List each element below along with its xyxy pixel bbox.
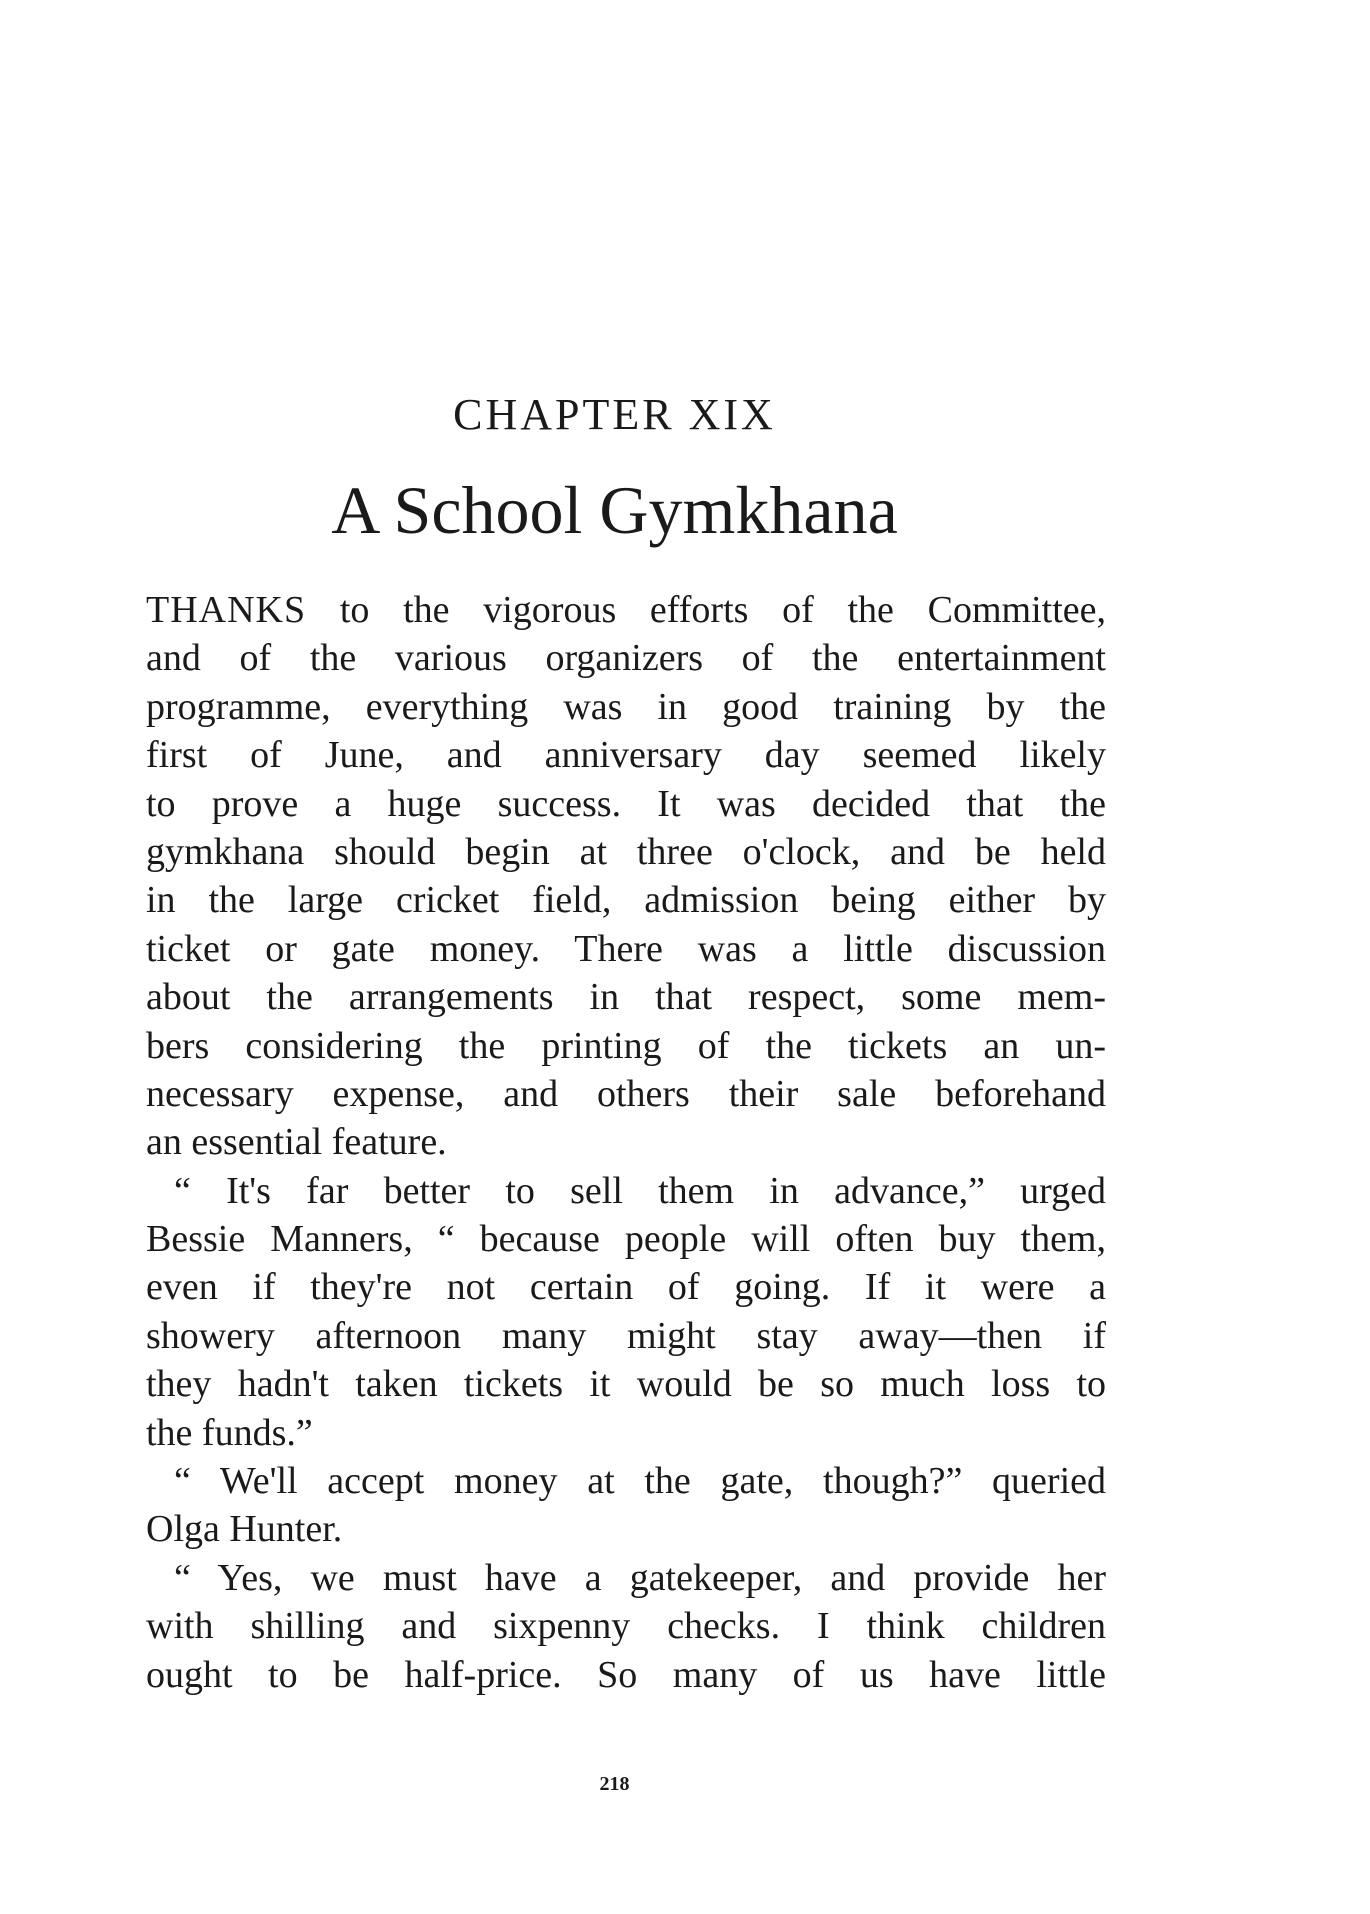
page-number: 218 bbox=[599, 1773, 630, 1795]
text-line: ticket or gate money. There was a little discussion bbox=[146, 927, 1106, 970]
text-line: Bessie Manners, “ because people will often buy them, bbox=[146, 1218, 1106, 1261]
text-line: they hadn't taken tickets it would be so much loss to bbox=[146, 1363, 1106, 1406]
text-line: showery afternoon many might stay away—then if bbox=[146, 1314, 1106, 1357]
text-line: bers considering the printing of the tickets an un- bbox=[146, 1024, 1106, 1067]
text-line: the funds.” bbox=[146, 1411, 313, 1454]
chapter-title: A School Gymkhana bbox=[331, 472, 898, 548]
text-line: an essential feature. bbox=[146, 1121, 447, 1164]
chapter-number: CHAPTER XIX bbox=[453, 390, 776, 439]
chapter-body bbox=[146, 586, 1106, 1699]
text-line: Olga Hunter. bbox=[146, 1508, 343, 1551]
text-line: necessary expense, and others their sale beforehand bbox=[146, 1072, 1106, 1115]
text-line: ought to be half-price. So many of us have little bbox=[146, 1653, 1106, 1696]
text-line: “ It's far better to sell them in advance,” urged bbox=[174, 1169, 1106, 1212]
text-line: and of the various organizers of the entertainment bbox=[146, 637, 1106, 680]
text-line: “ Yes, we must have a gatekeeper, and provide her bbox=[174, 1556, 1106, 1599]
text-line: gymkhana should begin at three o'clock, and be held bbox=[146, 830, 1106, 873]
text-line: to prove a huge success. It was decided that the bbox=[146, 782, 1106, 825]
text-line: with shilling and sixpenny checks. I think children bbox=[146, 1605, 1106, 1648]
text-line: about the arrangements in that respect, some mem- bbox=[146, 976, 1106, 1019]
text-line: in the large cricket field, admission being either by bbox=[146, 879, 1106, 922]
lead-word: THANKS bbox=[146, 589, 307, 631]
text-line: “ We'll accept money at the gate, though?” queried bbox=[174, 1460, 1106, 1503]
text-line: even if they're not certain of going. If it were a bbox=[146, 1266, 1106, 1309]
text-line bbox=[146, 586, 1106, 634]
text-line: programme, everything was in good training by the bbox=[146, 685, 1106, 728]
text-line-content: to the vigorous efforts of the Committee, bbox=[306, 589, 1106, 631]
text-line: first of June, and anniversary day seemed likely bbox=[146, 734, 1106, 777]
